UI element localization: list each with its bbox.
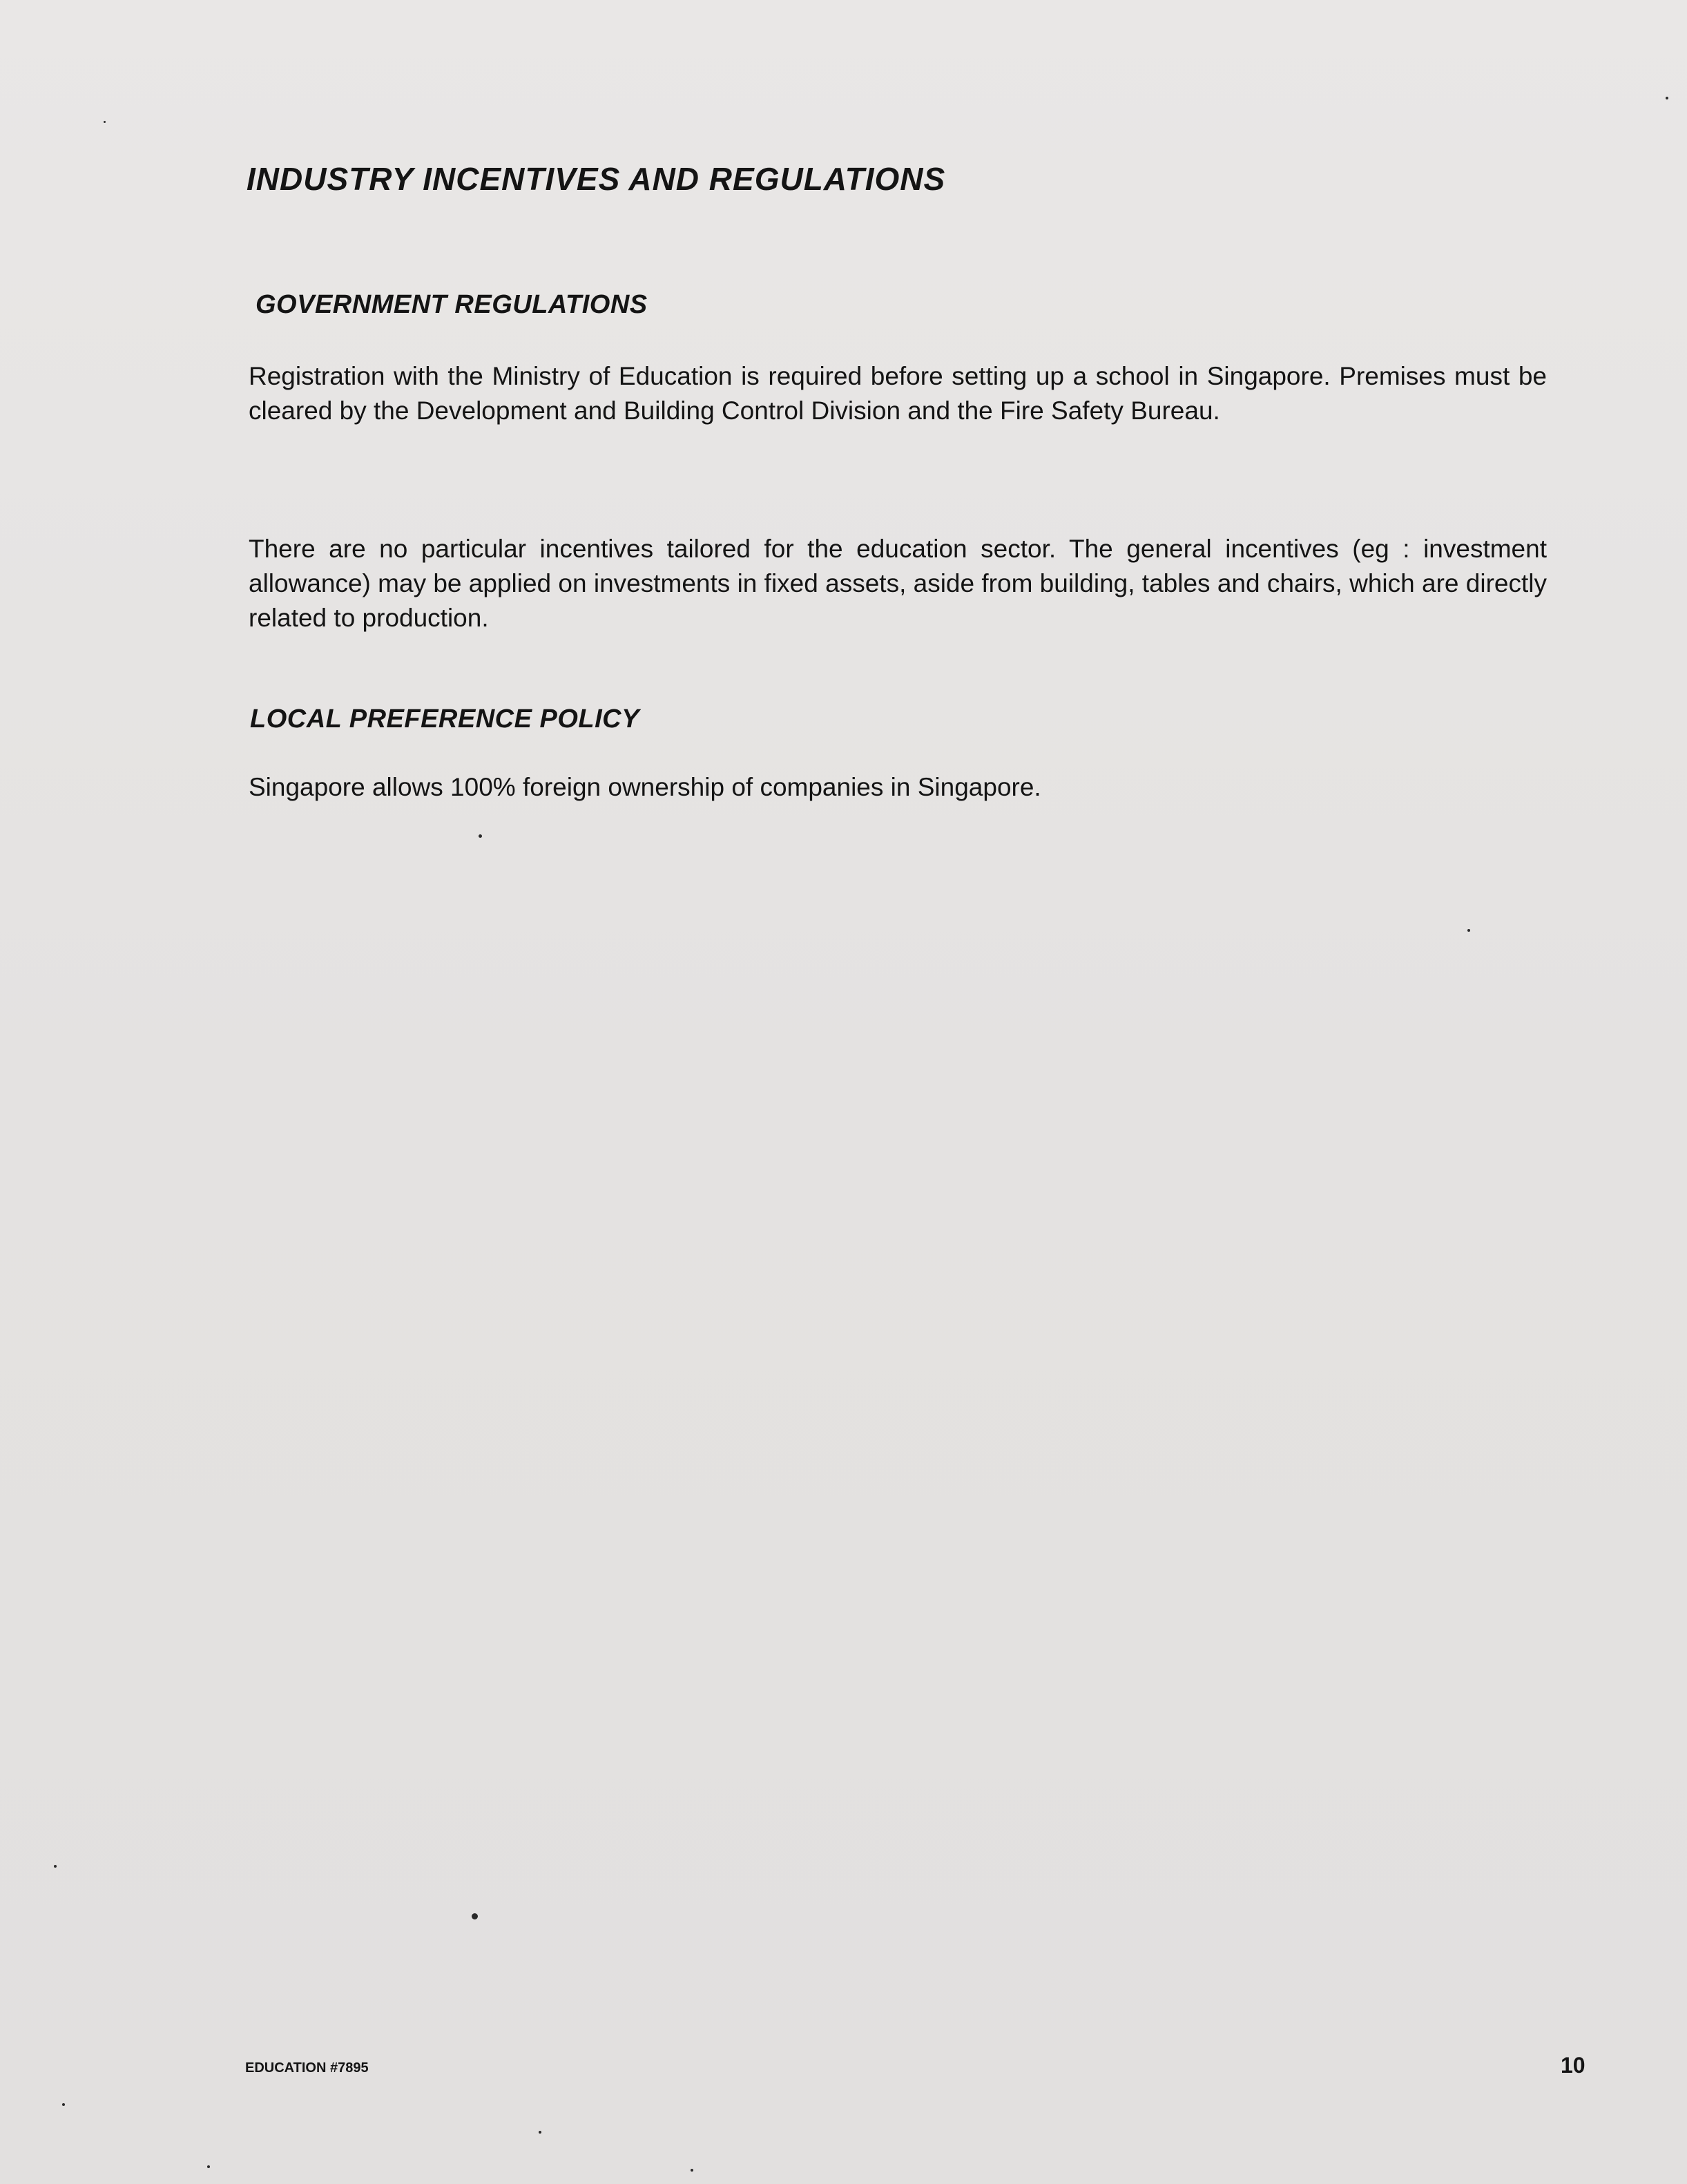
section-heading-government-regulations: GOVERNMENT REGULATIONS	[256, 290, 648, 319]
page-number: 10	[1561, 2053, 1585, 2078]
scan-speck	[1467, 929, 1470, 932]
section-heading-local-preference-policy: LOCAL PREFERENCE POLICY	[250, 705, 639, 734]
scan-speck	[1666, 97, 1668, 99]
paragraph-registration: Registration with the Ministry of Education is required before setting up a school in Singapore. Premises must be cleared by the Development and Building Control Division and the Fire Safety Bureau.	[249, 362, 1547, 425]
scan-speck	[62, 2103, 65, 2106]
scan-speck	[104, 121, 106, 123]
footer-label: EDUCATION #7895	[245, 2060, 369, 2076]
scan-speck	[479, 834, 482, 838]
scan-speck	[472, 1913, 478, 1919]
scan-speck	[54, 1865, 57, 1868]
scan-speck	[691, 2169, 693, 2172]
scan-speck	[207, 2165, 210, 2168]
paragraph-foreign-ownership: Singapore allows 100% foreign ownership of companies in Singapore.	[249, 773, 1041, 801]
page-title: INDUSTRY INCENTIVES AND REGULATIONS	[247, 161, 946, 197]
paragraph-incentives: There are no particular incentives tailored for the education sector. The general incentives (eg : investment allowance) may be applied on investments in fixed assets, aside from building, tables and chairs, which are directly related to production.	[249, 535, 1547, 632]
scan-speck	[539, 2131, 541, 2134]
